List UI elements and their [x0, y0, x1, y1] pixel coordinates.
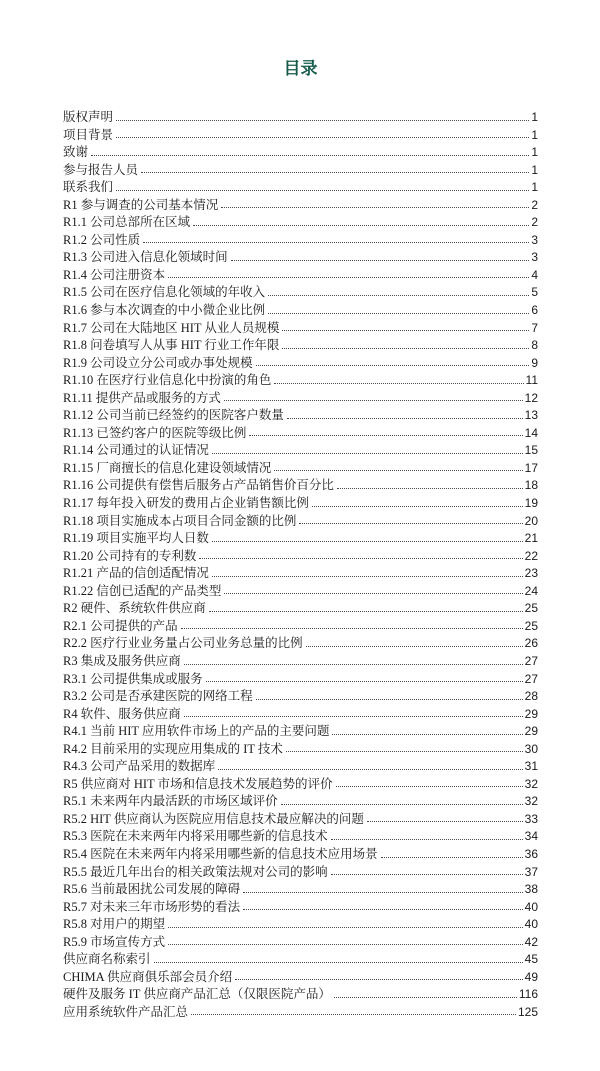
dot-leader: [243, 909, 523, 910]
toc-entry-label: R1.11 提供产品或服务的方式: [63, 390, 221, 405]
dot-leader: [181, 628, 523, 629]
toc-entry-label: 版权声明: [63, 110, 114, 124]
toc-entry-page: 14: [524, 425, 538, 440]
dot-leader: [306, 646, 523, 647]
dot-leader: [256, 365, 530, 366]
dot-leader: [168, 277, 529, 278]
toc-entry-page: 7: [531, 320, 538, 335]
toc-entry[interactable]: [63, 844, 538, 862]
toc-entry[interactable]: [63, 475, 538, 493]
dot-leader: [281, 804, 523, 805]
toc-entry[interactable]: [63, 282, 538, 300]
toc-entry[interactable]: [63, 932, 538, 950]
toc-entry[interactable]: [63, 616, 538, 634]
toc-entry-label: R1.6 参与本次调查的中小微企业比例: [63, 303, 266, 318]
toc-entry-label: R1.14 公司通过的认证情况: [63, 443, 209, 458]
toc-entry[interactable]: [63, 669, 538, 687]
toc-entry[interactable]: [63, 791, 538, 809]
toc-entry-label: R1.4 公司注册资本: [63, 267, 166, 282]
toc-entry-page: 1: [531, 127, 538, 142]
toc-entry-label: R2.2 医疗行业业务量占公司业务总量的比例: [63, 636, 303, 651]
dot-leader: [209, 611, 523, 612]
toc-entry-label: R1 参与调查的公司基本情况: [63, 197, 219, 212]
toc-entry[interactable]: [63, 107, 538, 125]
toc-entry[interactable]: [63, 651, 538, 669]
toc-entry-label: R5.4 医院在未来两年内将采用哪些新的信息技术应用场景: [63, 846, 378, 861]
toc-entry-page: 116: [518, 987, 538, 1002]
toc-entry-label: R2 硬件、系统软件供应商: [63, 601, 206, 616]
toc-entry[interactable]: [63, 598, 538, 616]
toc-entry-label: R1.16 公司提供有偿售后服务占产品销售价百分比: [63, 478, 334, 493]
toc-entry-label: 供应商名称索引: [63, 952, 151, 967]
dot-leader: [337, 488, 523, 489]
toc-entry-label: 联系我们: [63, 180, 114, 195]
toc-entry[interactable]: [63, 581, 538, 599]
dot-leader: [218, 769, 523, 770]
toc-entry[interactable]: [63, 212, 538, 230]
toc-entry[interactable]: [63, 423, 538, 441]
dot-leader: [116, 190, 529, 191]
dot-leader: [367, 821, 523, 822]
toc-entry-page: 24: [524, 583, 538, 598]
dot-leader: [212, 453, 523, 454]
toc-entry-page: 42: [524, 934, 538, 949]
toc-entry-label: R1.5 公司在医疗信息化领域的年收入: [63, 285, 266, 300]
dot-leader: [221, 207, 529, 208]
toc-entry-label: R5.7 对未来三年市场形势的看法: [63, 899, 241, 914]
toc-entry-page: 31: [524, 759, 538, 774]
toc-entry-page: 23: [524, 566, 538, 581]
toc-entry[interactable]: [63, 1002, 538, 1020]
toc-entry-page: 25: [524, 618, 538, 633]
toc-entry-page: 11: [525, 373, 538, 388]
toc-entry-page: 29: [524, 724, 538, 739]
dot-leader: [332, 734, 522, 735]
toc-entry-label: R1.18 项目实施成本占项目合同金额的比例: [63, 513, 297, 528]
dot-leader: [193, 225, 529, 226]
toc-entry-label: R2.1 公司提供的产品: [63, 618, 178, 633]
toc-entry-page: 4: [531, 267, 538, 282]
toc-entry-page: 29: [524, 706, 538, 721]
dot-leader: [282, 330, 529, 331]
page-title: 目录: [283, 59, 318, 78]
toc-entry-label: R1.3 公司进入信息化领域时间: [63, 250, 228, 265]
toc-entry-page: 26: [524, 636, 538, 651]
toc-entry-page: 45: [524, 952, 538, 967]
toc-entry[interactable]: [63, 686, 538, 704]
toc-entry-page: 2: [531, 215, 538, 230]
toc-entry-label: R5.3 医院在未来两年内将采用哪些新的信息技术: [63, 829, 328, 844]
toc-entry[interactable]: [63, 405, 538, 423]
dot-leader: [191, 1014, 516, 1015]
dot-leader: [184, 716, 523, 717]
toc-entry[interactable]: [63, 862, 538, 880]
dot-leader: [206, 681, 523, 682]
toc-entry-page: 40: [524, 917, 538, 932]
toc-entry-page: 22: [524, 548, 538, 563]
toc-entry[interactable]: [63, 879, 538, 897]
dot-leader: [331, 839, 523, 840]
toc-entry-label: R1.15 厂商擅长的信息化建设领域情况: [63, 460, 272, 475]
toc-entry[interactable]: [63, 353, 538, 371]
dot-leader: [91, 155, 529, 156]
dot-leader: [336, 786, 523, 787]
toc-entry[interactable]: [63, 739, 538, 757]
toc-entry[interactable]: [63, 809, 538, 827]
toc-entry[interactable]: [63, 388, 538, 406]
toc-entry[interactable]: [63, 195, 538, 213]
toc-entry-page: 12: [524, 390, 538, 405]
toc-entry[interactable]: [63, 774, 538, 792]
toc-entry-page: 27: [524, 653, 538, 668]
toc-entry-page: 19: [524, 496, 538, 511]
dot-leader: [274, 383, 523, 384]
toc-entry[interactable]: [63, 247, 538, 265]
toc-entry-page: 20: [524, 513, 538, 528]
toc-entry-page: 32: [524, 776, 538, 791]
toc-entry-page: 27: [524, 671, 538, 686]
toc-entry[interactable]: [63, 440, 538, 458]
toc-entry[interactable]: [63, 458, 538, 476]
toc-entry[interactable]: [63, 984, 538, 1002]
toc-entry-label: R1.20 公司持有的专利数: [63, 548, 197, 563]
dot-leader: [116, 120, 529, 121]
toc-entry-label: R5 供应商对 HIT 市场和信息技术发展趋势的评价: [63, 776, 333, 791]
dot-leader: [168, 944, 523, 945]
toc-entry-label: 项目背景: [63, 127, 114, 142]
toc-entry-page: 6: [531, 303, 538, 318]
toc-entry[interactable]: [63, 142, 538, 160]
toc-entry-page: 17: [524, 460, 538, 475]
toc-entry-page: 18: [524, 478, 538, 493]
toc-entry[interactable]: [63, 967, 538, 985]
dot-leader: [381, 857, 523, 858]
toc-entry-label: R1.17 每年投入研发的费用占企业销售额比例: [63, 496, 309, 511]
dot-leader: [274, 470, 522, 471]
toc-entry-label: R1.2 公司性质: [63, 232, 141, 247]
dot-leader: [199, 558, 522, 559]
toc-entry-page: 28: [524, 689, 538, 704]
toc-entry-page: 21: [524, 531, 538, 546]
toc-entry-label: R1.21 产品的信创适配情况: [63, 566, 209, 581]
toc-entry[interactable]: [63, 177, 538, 195]
toc-entry-page: 15: [524, 443, 538, 458]
dot-leader: [334, 997, 517, 998]
toc-entry-page: 37: [524, 864, 538, 879]
toc-entry[interactable]: [63, 335, 538, 353]
toc-entry-label: CHIMA 供应商俱乐部会员介绍: [63, 969, 233, 984]
toc-entry[interactable]: [63, 826, 538, 844]
dot-leader: [299, 523, 522, 524]
dot-leader: [249, 435, 522, 436]
dot-leader: [282, 348, 529, 349]
toc-entry-label: R3 集成及服务供应商: [63, 653, 181, 668]
toc-entry-label: R4.2 目前采用的实现应用集成的 IT 技术: [63, 741, 283, 756]
toc-entry-label: 应用系统软件产品汇总: [63, 1004, 189, 1019]
dot-leader: [116, 137, 529, 138]
toc-entry[interactable]: [63, 125, 538, 143]
toc-entry-page: 49: [524, 969, 538, 984]
toc-entry[interactable]: [63, 756, 538, 774]
toc-entry[interactable]: [63, 546, 538, 564]
toc-entry-page: 3: [531, 232, 538, 247]
toc-entry[interactable]: [63, 949, 538, 967]
toc-entry-label: R1.19 项目实施平均人日数: [63, 531, 209, 546]
toc-entry-label: R3.1 公司提供集成或服务: [63, 671, 203, 686]
dot-leader: [184, 664, 523, 665]
toc-entry-page: 1: [531, 145, 538, 160]
toc-entry-label: R1.12 公司当前已经签约的医院客户数量: [63, 408, 284, 423]
toc-entry-page: 32: [524, 794, 538, 809]
toc-entry-label: R5.6 当前最困扰公司发展的障碍: [63, 882, 241, 897]
toc-entry-page: 40: [524, 899, 538, 914]
toc-entry-label: 硬件及服务 IT 供应商产品汇总（仅限医院产品）: [63, 987, 331, 1002]
toc-entry-label: R4 软件、服务供应商: [63, 706, 181, 721]
toc-entry-page: 25: [524, 601, 538, 616]
dot-leader: [168, 927, 523, 928]
toc-entry-label: R1.10 在医疗行业信息化中扮演的角色: [63, 373, 272, 388]
toc-entry-label: R5.5 最近几年出台的相关政策法规对公司的影响: [63, 864, 328, 879]
toc-entry-page: 8: [531, 338, 538, 353]
toc-entry[interactable]: [63, 633, 538, 651]
toc-entry-page: 1: [531, 180, 538, 195]
toc-entry-label: R5.9 市场宣传方式: [63, 934, 166, 949]
dot-leader: [256, 699, 523, 700]
toc-entry-page: 125: [517, 1004, 538, 1019]
toc-entry-label: R5.1 未来两年内最活跃的市场区域评价: [63, 794, 278, 809]
dot-leader: [224, 400, 523, 401]
toc-entry[interactable]: [63, 511, 538, 529]
toc-entry-page: 34: [524, 829, 538, 844]
dot-leader: [235, 979, 523, 980]
dot-leader: [212, 576, 523, 577]
toc-entry-page: 13: [524, 408, 538, 423]
toc-entry[interactable]: [63, 318, 538, 336]
toc-entry-label: R3.2 公司是否承建医院的网络工程: [63, 689, 253, 704]
toc-entry[interactable]: [63, 493, 538, 511]
toc-entry[interactable]: [63, 914, 538, 932]
dot-leader: [243, 892, 523, 893]
toc-entry-page: 38: [524, 882, 538, 897]
toc-entry[interactable]: [63, 528, 538, 546]
toc-entry[interactable]: [63, 160, 538, 178]
toc-entry-page: 1: [531, 162, 538, 177]
toc-entry-page: 5: [531, 285, 538, 300]
toc-entry[interactable]: [63, 704, 538, 722]
toc-entry-page: 30: [524, 741, 538, 756]
toc-list: [63, 107, 538, 1019]
dot-leader: [231, 260, 530, 261]
dot-leader: [224, 593, 522, 594]
toc-entry-page: 9: [531, 355, 538, 370]
toc-entry-page: 3: [531, 250, 538, 265]
toc-entry-label: R1.8 问卷填写人从事 HIT 行业工作年限: [63, 338, 280, 353]
dot-leader: [286, 751, 523, 752]
toc-entry[interactable]: [63, 563, 538, 581]
toc-entry[interactable]: [63, 721, 538, 739]
toc-entry-label: R1.7 公司在大陆地区 HIT 从业人员规模: [63, 320, 280, 335]
toc-entry-page: 1: [531, 110, 538, 124]
toc-entry-label: R5.8 对用户的期望: [63, 917, 166, 932]
toc-entry-label: 致谢: [63, 145, 89, 160]
toc-entry-page: 2: [531, 197, 538, 212]
toc-entry-label: R5.2 HIT 供应商认为医院应用信息技术最应解决的问题: [63, 811, 364, 826]
dot-leader: [212, 541, 523, 542]
toc-entry-label: 参与报告人员: [63, 162, 139, 177]
toc-entry-label: R1.9 公司设立分公司或办事处规模: [63, 355, 253, 370]
toc-entry[interactable]: [63, 265, 538, 283]
dot-leader: [287, 418, 523, 419]
toc-entry-label: R4.3 公司产品采用的数据库: [63, 759, 216, 774]
toc-entry-label: R1.22 信创已适配的产品类型: [63, 583, 222, 598]
dot-leader: [141, 172, 529, 173]
toc-entry[interactable]: [63, 300, 538, 318]
dot-leader: [268, 313, 529, 314]
toc-entry-label: R1.13 已签约客户的医院等级比例: [63, 425, 247, 440]
toc-entry-page: 33: [524, 811, 538, 826]
dot-leader: [154, 962, 523, 963]
toc-entry-label: R4.1 当前 HIT 应用软件市场上的产品的主要问题: [63, 724, 330, 739]
dot-leader: [312, 506, 523, 507]
toc-entry[interactable]: [63, 370, 538, 388]
dot-leader: [268, 295, 529, 296]
toc-entry[interactable]: [63, 230, 538, 248]
toc-entry-page: 36: [524, 846, 538, 861]
toc-entry-label: R1.1 公司总部所在区域: [63, 215, 191, 230]
dot-leader: [143, 242, 529, 243]
toc-entry[interactable]: [63, 897, 538, 915]
dot-leader: [331, 874, 523, 875]
